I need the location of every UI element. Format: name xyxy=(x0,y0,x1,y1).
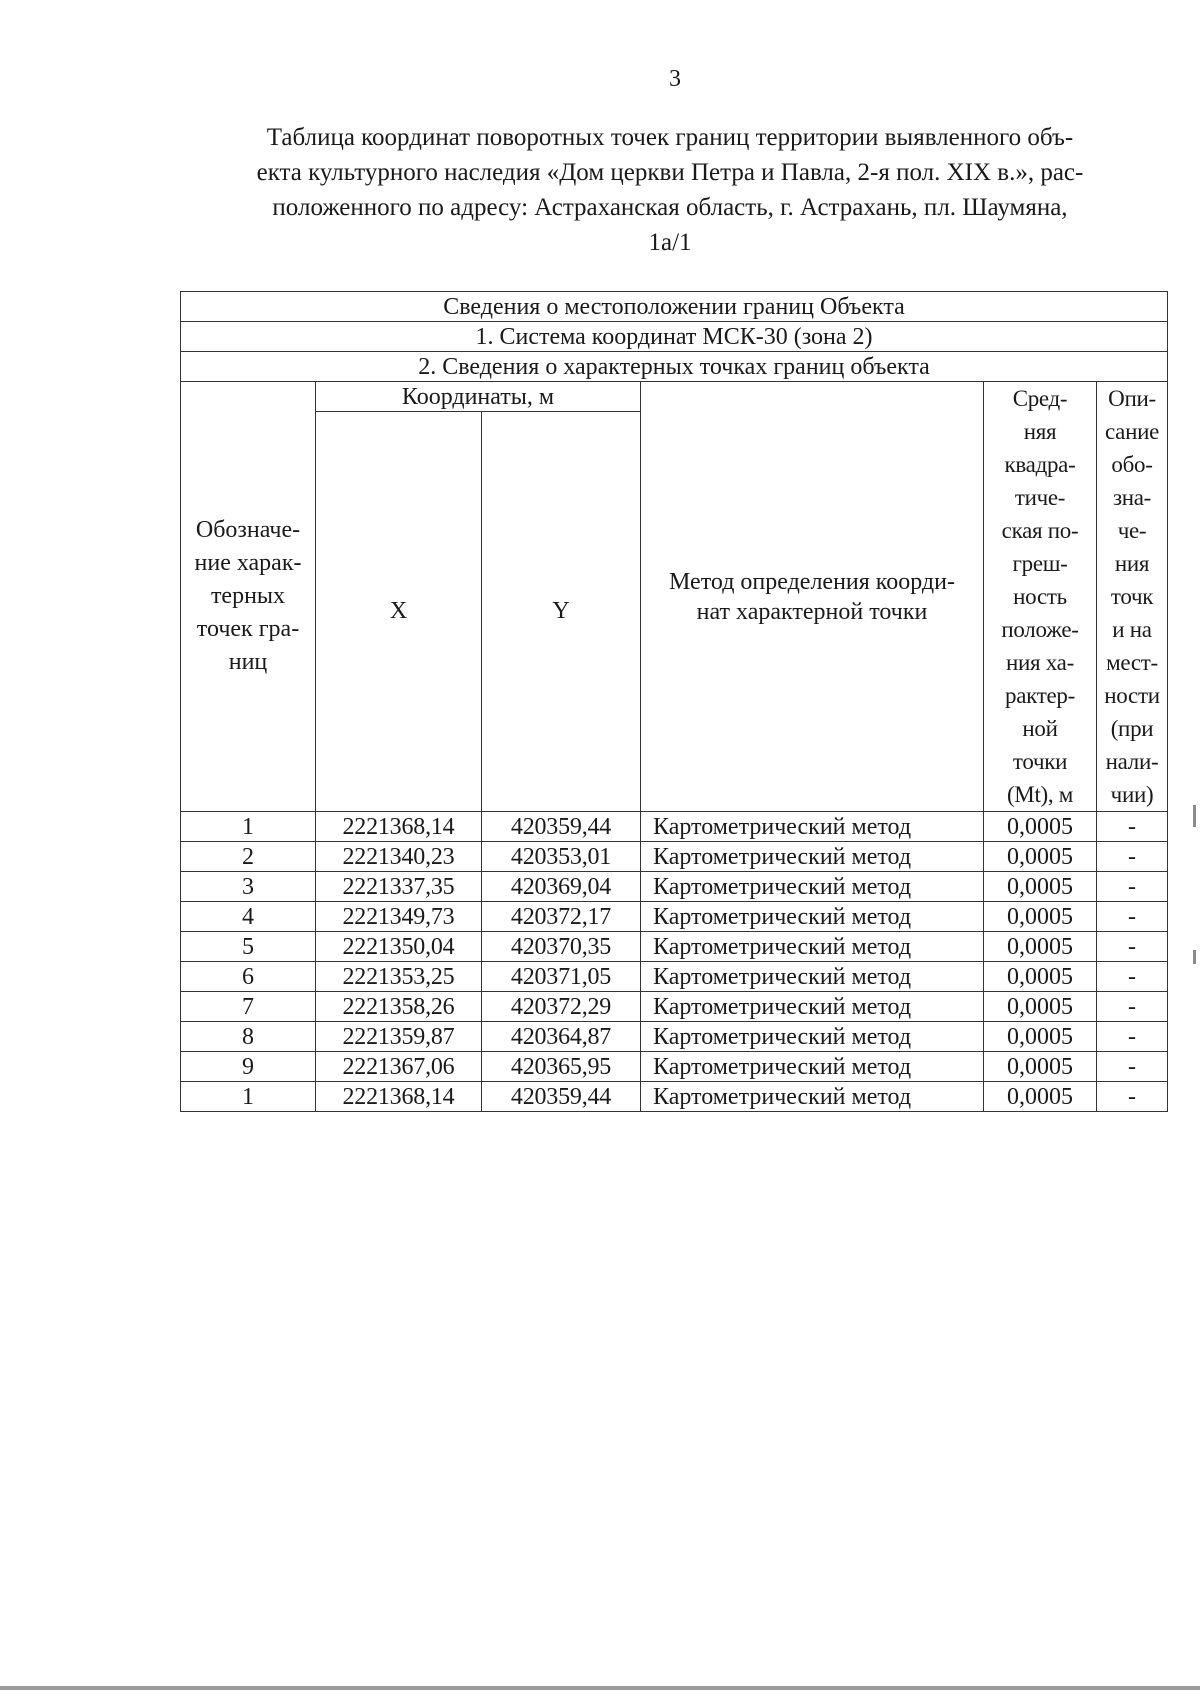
cell-error: 0,0005 xyxy=(984,1052,1097,1082)
header-line: и на xyxy=(1112,617,1152,642)
scan-edge-mark xyxy=(1193,805,1196,827)
header-line: ности xyxy=(1104,683,1160,708)
header-line: чии) xyxy=(1110,782,1154,807)
cell-method: Картометрический метод xyxy=(641,1022,984,1052)
cell-error: 0,0005 xyxy=(984,992,1097,1022)
cell-point: 3 xyxy=(181,872,316,902)
column-header-y: Y xyxy=(482,412,641,812)
header-line: ния ха- xyxy=(1006,650,1074,675)
cell-method: Картометрический метод xyxy=(641,812,984,842)
header-line: сание xyxy=(1104,419,1160,444)
cell-point: 1 xyxy=(181,812,316,842)
cell-error: 0,0005 xyxy=(984,872,1097,902)
cell-point: 4 xyxy=(181,902,316,932)
table-row xyxy=(181,1052,1168,1082)
header-line: няя xyxy=(1023,419,1057,444)
page-number: 3 xyxy=(669,66,681,92)
cell-x: 2221353,25 xyxy=(316,962,482,992)
table-row xyxy=(181,812,1168,842)
cell-description: - xyxy=(1097,962,1168,992)
table-row xyxy=(181,932,1168,962)
cell-method: Картометрический метод xyxy=(641,902,984,932)
title-line: Таблица координат поворотных точек границ территории выявленного объ- xyxy=(266,124,1074,151)
cell-y: 420359,44 xyxy=(482,812,641,842)
column-header-point xyxy=(181,382,316,812)
coordinate-system-header: 1. Система координат МСК-30 (зона 2) xyxy=(181,322,1168,352)
header-line: Сред- xyxy=(1012,386,1068,411)
cell-description: - xyxy=(1097,872,1168,902)
cell-point: 9 xyxy=(181,1052,316,1082)
cell-y: 420365,95 xyxy=(482,1052,641,1082)
cell-y: 420359,44 xyxy=(482,1082,641,1112)
cell-point: 5 xyxy=(181,932,316,962)
cell-error: 0,0005 xyxy=(984,842,1097,872)
table-row xyxy=(181,872,1168,902)
cell-error: 0,0005 xyxy=(984,812,1097,842)
cell-description: - xyxy=(1097,902,1168,932)
header-line: (Mt), м xyxy=(1006,782,1074,807)
header-line: нали- xyxy=(1105,749,1159,774)
section-header: Сведения о местоположении границ Объекта xyxy=(181,292,1168,322)
cell-x: 2221368,14 xyxy=(316,1082,482,1112)
cell-method: Картометрический метод xyxy=(641,872,984,902)
header-line: Опи- xyxy=(1108,386,1156,411)
cell-description: - xyxy=(1097,992,1168,1022)
cell-description: - xyxy=(1097,812,1168,842)
coordinates-table xyxy=(180,291,1168,1112)
cell-method: Картометрический метод xyxy=(641,962,984,992)
cell-point: 7 xyxy=(181,992,316,1022)
cell-error: 0,0005 xyxy=(984,962,1097,992)
cell-x: 2221337,35 xyxy=(316,872,482,902)
table-row xyxy=(181,842,1168,872)
header-line: ной xyxy=(1022,716,1058,741)
column-header-method xyxy=(641,382,984,812)
table-row xyxy=(181,962,1168,992)
header-line: точк xyxy=(1110,584,1154,609)
table-row xyxy=(181,992,1168,1022)
header-line: Обозначе- xyxy=(195,517,301,543)
cell-description: - xyxy=(1097,1022,1168,1052)
header-line: ская по- xyxy=(1001,518,1079,543)
header-line: рактер- xyxy=(1005,683,1075,708)
column-header-x: X xyxy=(316,412,482,812)
header-line: положе- xyxy=(1001,617,1079,642)
cell-description: - xyxy=(1097,932,1168,962)
cell-method: Картометрический метод xyxy=(641,842,984,872)
title-line: екта культурного наследия «Дом церкви Петра и Павла, 2-я пол. XIX в.», рас- xyxy=(256,159,1084,186)
cell-x: 2221367,06 xyxy=(316,1052,482,1082)
cell-description: - xyxy=(1097,1082,1168,1112)
cell-y: 420370,35 xyxy=(482,932,641,962)
table-row xyxy=(181,1022,1168,1052)
cell-x: 2221340,23 xyxy=(316,842,482,872)
cell-description: - xyxy=(1097,842,1168,872)
cell-y: 420364,87 xyxy=(482,1022,641,1052)
header-line: че- xyxy=(1117,518,1147,543)
header-line: тиче- xyxy=(1014,485,1066,510)
cell-point: 8 xyxy=(181,1022,316,1052)
cell-x: 2221359,87 xyxy=(316,1022,482,1052)
header-line: ние харак- xyxy=(194,550,302,576)
scan-border xyxy=(0,1686,1200,1690)
cell-y: 420372,17 xyxy=(482,902,641,932)
cell-y: 420353,01 xyxy=(482,842,641,872)
cell-y: 420369,04 xyxy=(482,872,641,902)
document-title xyxy=(190,120,1150,260)
header-line: ния xyxy=(1114,551,1150,576)
header-line: ность xyxy=(1013,584,1067,609)
table-row xyxy=(181,1082,1168,1112)
title-line: положенного по адресу: Астраханская область, г. Астрахань, пл. Шаумяна, xyxy=(272,194,1068,221)
scan-edge-mark xyxy=(1193,950,1196,964)
cell-method: Картометрический метод xyxy=(641,932,984,962)
cell-point: 2 xyxy=(181,842,316,872)
cell-y: 420372,29 xyxy=(482,992,641,1022)
header-line: (при xyxy=(1110,716,1154,741)
header-line: ниц xyxy=(228,649,268,675)
table-row xyxy=(181,902,1168,932)
header-line: зна- xyxy=(1112,485,1152,510)
cell-point: 6 xyxy=(181,962,316,992)
cell-error: 0,0005 xyxy=(984,932,1097,962)
header-line: Метод определения коорди- xyxy=(669,568,955,595)
title-line: 1а/1 xyxy=(648,229,692,256)
cell-point: 1 xyxy=(181,1082,316,1112)
header-line: обо- xyxy=(1111,452,1153,477)
header-line: терных xyxy=(210,583,286,609)
points-header: 2. Сведения о характерных точках границ объекта xyxy=(181,352,1168,382)
cell-method: Картометрический метод xyxy=(641,1052,984,1082)
header-line: точки xyxy=(1012,749,1068,774)
cell-x: 2221358,26 xyxy=(316,992,482,1022)
header-line: точек гра- xyxy=(196,616,300,642)
cell-description: - xyxy=(1097,1052,1168,1082)
cell-x: 2221349,73 xyxy=(316,902,482,932)
cell-error: 0,0005 xyxy=(984,1082,1097,1112)
cell-x: 2221350,04 xyxy=(316,932,482,962)
header-line: греш- xyxy=(1012,551,1068,576)
column-header-error xyxy=(984,382,1097,812)
header-line: квадра- xyxy=(1004,452,1076,477)
cell-y: 420371,05 xyxy=(482,962,641,992)
cell-x: 2221368,14 xyxy=(316,812,482,842)
column-header-description xyxy=(1097,382,1168,812)
cell-error: 0,0005 xyxy=(984,1022,1097,1052)
column-header-coordinates: Координаты, м xyxy=(316,382,641,412)
header-line: нат характерной точки xyxy=(696,598,928,625)
cell-method: Картометрический метод xyxy=(641,992,984,1022)
cell-error: 0,0005 xyxy=(984,902,1097,932)
cell-method: Картометрический метод xyxy=(641,1082,984,1112)
header-line: мест- xyxy=(1106,650,1158,675)
